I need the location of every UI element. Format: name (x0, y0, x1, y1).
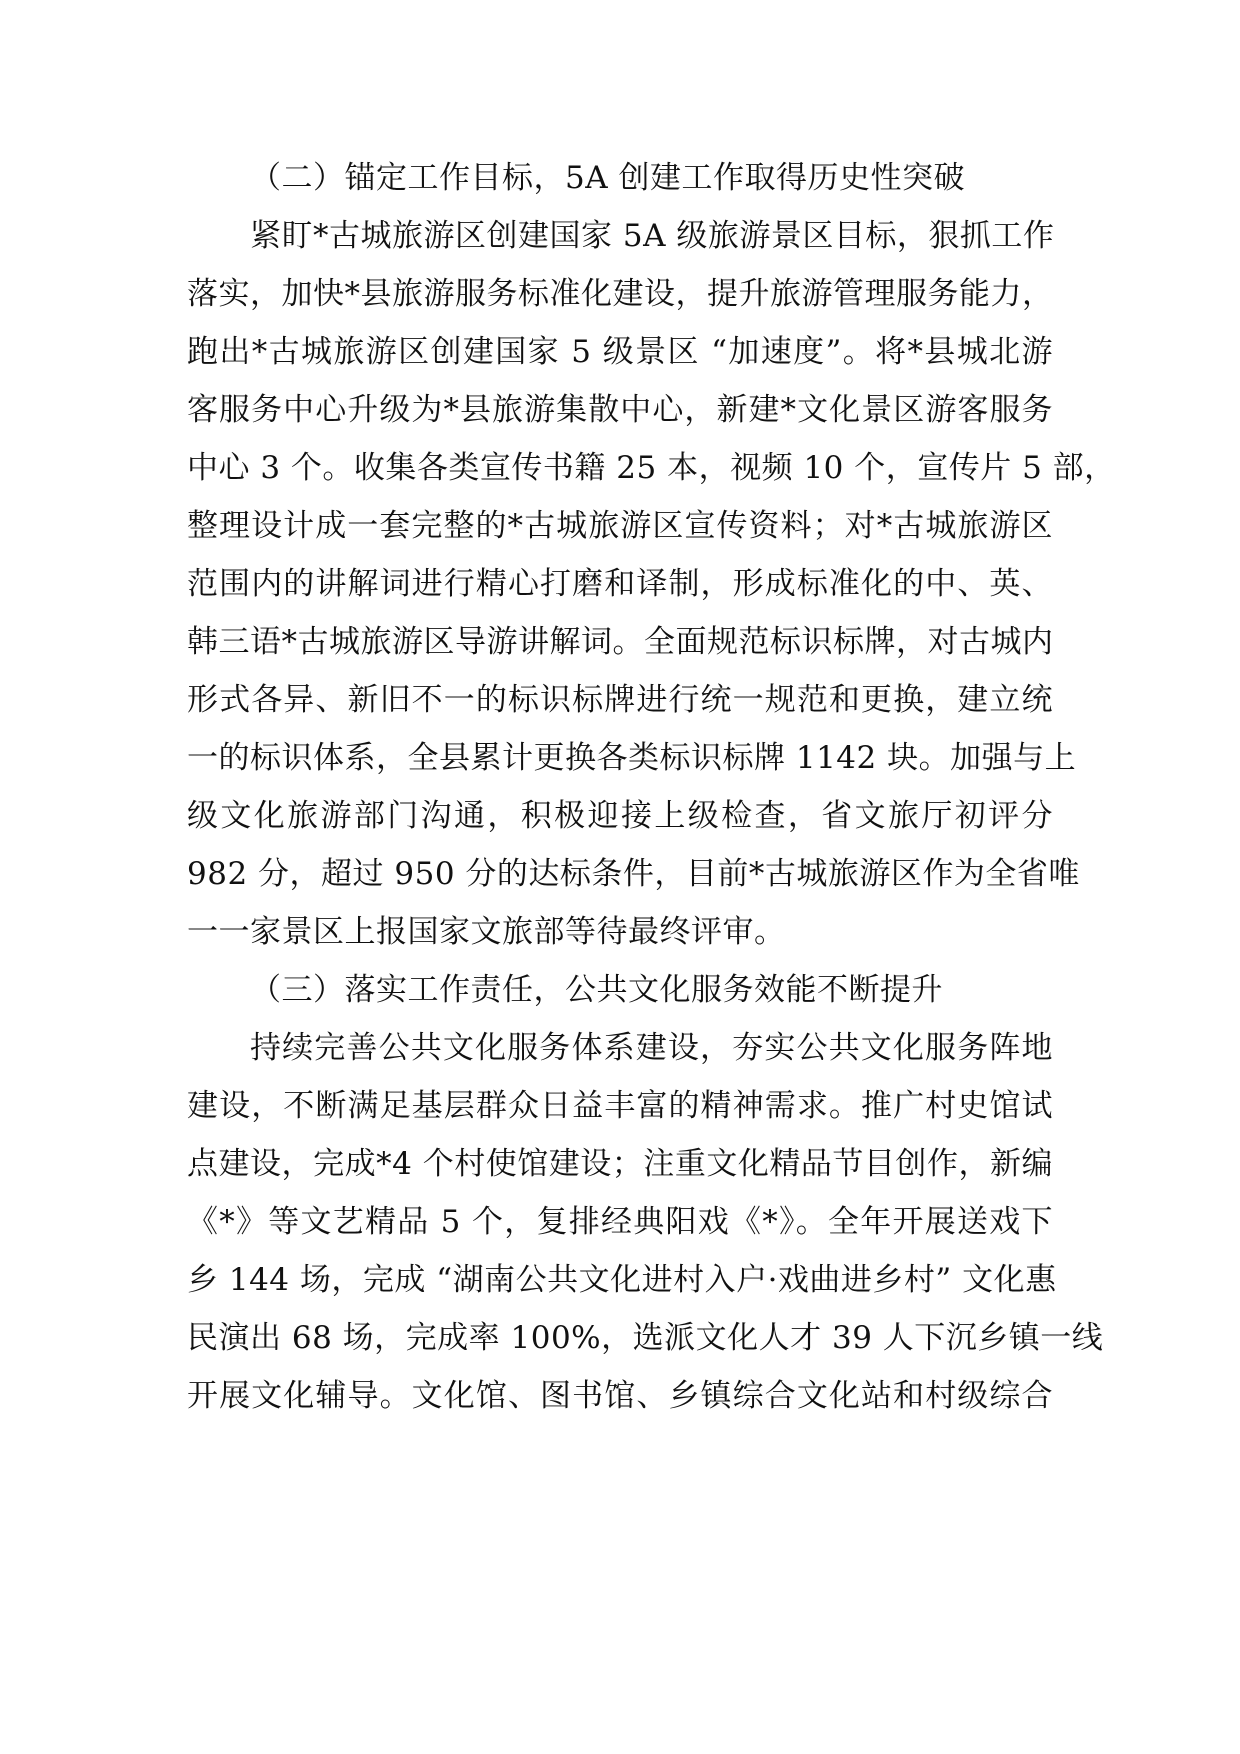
paragraph-line: 一一家景区上报国家文旅部等待最终评审。 (187, 914, 786, 950)
paragraph-line: 民演出 68 场，完成率 100%，选派文化人才 39 人下沉乡镇一线 (187, 1320, 1104, 1356)
paragraph-line: 跑出*古城旅游区创建国家 5 级景区 “加速度”。将*县城北游 (187, 334, 1053, 370)
paragraph-line: 乡 144 场，完成 “湖南公共文化进村入户·戏曲进乡村” 文化惠 (187, 1262, 1057, 1298)
paragraph-line: 落实，加快*县旅游服务标准化建设，提升旅游管理服务能力， (187, 276, 1054, 312)
paragraph-line: 建设，不断满足基层群众日益丰富的精神需求。推广村史馆试 (187, 1088, 1053, 1124)
paragraph-line: 《*》等文艺精品 5 个，复排经典阳戏《*》。全年开展送戏下 (187, 1204, 1053, 1240)
paragraph-line: 持续完善公共文化服务体系建设，夯实公共文化服务阵地 (250, 1030, 1053, 1066)
paragraph-line: 点建设，完成*4 个村使馆建设；注重文化精品节目创作，新编 (187, 1146, 1053, 1182)
section-heading-2: （二）锚定工作目标，5A 创建工作取得历史性突破 (250, 160, 965, 196)
paragraph-line: 开展文化辅导。文化馆、图书馆、乡镇综合文化站和村级综合 (187, 1378, 1053, 1414)
section-heading-3: （三）落实工作责任，公共文化服务效能不断提升 (250, 972, 943, 1008)
paragraph-line: 级文化旅游部门沟通，积极迎接上级检查，省文旅厅初评分 (187, 798, 1053, 834)
paragraph-line: 一的标识体系，全县累计更换各类标识标牌 1142 块。加强与上 (187, 740, 1077, 776)
paragraph-line: 紧盯*古城旅游区创建国家 5A 级旅游景区目标，狠抓工作 (250, 218, 1055, 254)
paragraph-line: 整理设计成一套完整的*古城旅游区宣传资料；对*古城旅游区 (187, 508, 1053, 544)
paragraph-line: 形式各异、新旧不一的标识标牌进行统一规范和更换，建立统 (187, 682, 1053, 718)
paragraph-line: 范围内的讲解词进行精心打磨和译制，形成标准化的中、英、 (187, 566, 1053, 602)
paragraph-line: 中心 3 个。收集各类宣传书籍 25 本，视频 10 个，宣传片 5 部， (187, 450, 1116, 486)
paragraph-line: 982 分，超过 950 分的达标条件，目前*古城旅游区作为全省唯 (187, 856, 1080, 892)
paragraph-line: 韩三语*古城旅游区导游讲解词。全面规范标识标牌，对古城内 (187, 624, 1054, 660)
paragraph-line: 客服务中心升级为*县旅游集散中心，新建*文化景区游客服务 (187, 392, 1053, 428)
